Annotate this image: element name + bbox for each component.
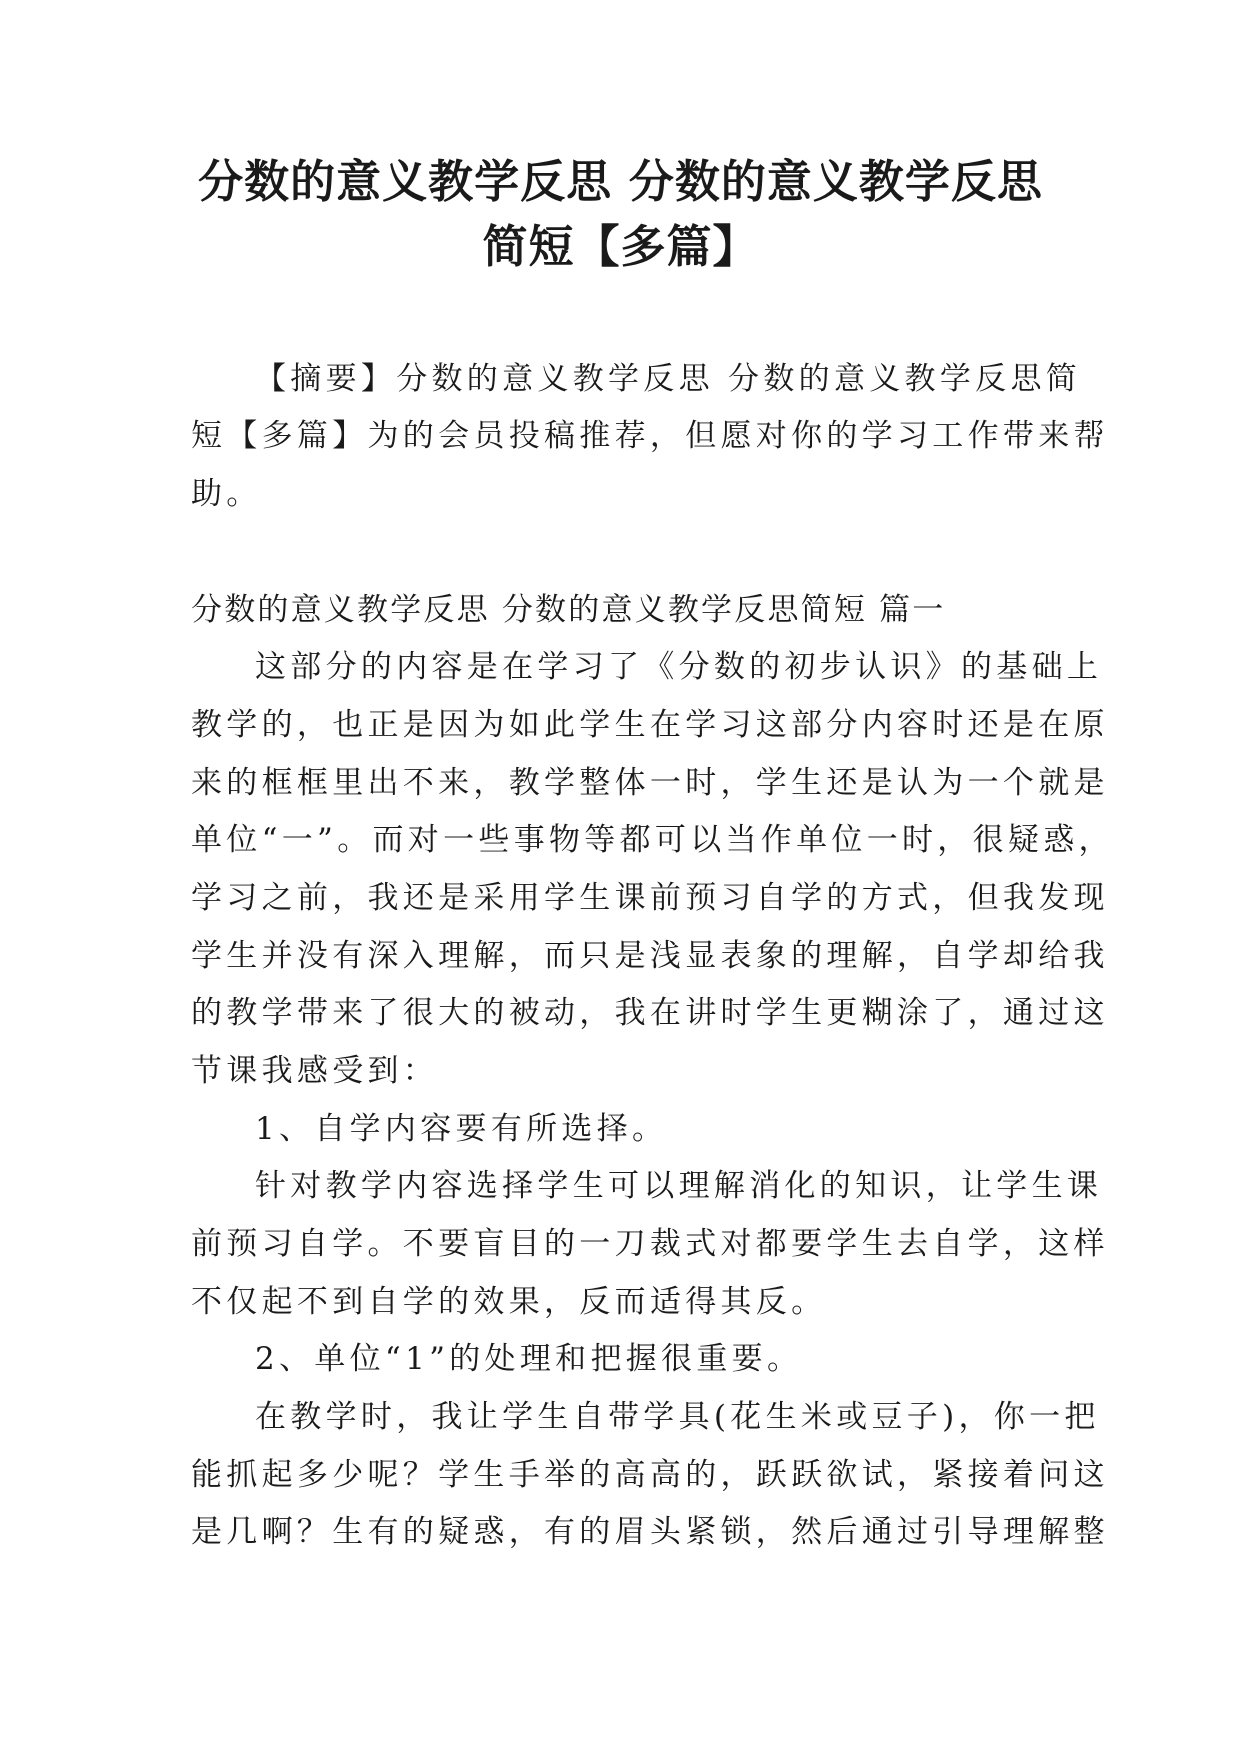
body-line-8: 节课我感受到： (191, 1053, 439, 1089)
document-title-line-1: 分数的意义教学反思 分数的意义教学反思 (198, 155, 1043, 208)
body-line-5: 学习之前，我还是采用学生课前预习自学的方式，但我发现 (191, 880, 1109, 916)
abstract-line-2: 短【多篇】为的会员投稿推荐，但愿对你的学习工作带来帮 (191, 418, 1109, 454)
body-line-10: 针对教学内容选择学生可以理解消化的知识，让学生课 (255, 1168, 1103, 1204)
body-line-11: 前预习自学。不要盲目的一刀裁式对都要学生去自学，这样 (191, 1226, 1109, 1262)
section-heading: 分数的意义教学反思 分数的意义教学反思简短 篇一 (191, 592, 946, 628)
body-line-4: 单位“一”。而对一些事物等都可以当作单位一时，很疑惑， (191, 822, 1114, 858)
body-line-15: 能抓起多少呢？学生手举的高高的，跃跃欲试，紧接着问这 (191, 1457, 1109, 1493)
document-title-line-2: 简短【多篇】 (482, 220, 759, 273)
body-line-16: 是几啊？生有的疑惑，有的眉头紧锁，然后通过引导理解整 (191, 1514, 1109, 1550)
body-line-2: 教学的，也正是因为如此学生在学习这部分内容时还是在原 (191, 707, 1109, 743)
body-line-6: 学生并没有深入理解，而只是浅显表象的理解，自学却给我 (191, 938, 1109, 974)
body-line-3: 来的框框里出不来，教学整体一时，学生还是认为一个就是 (191, 765, 1109, 801)
abstract-line-3: 助。 (191, 476, 262, 512)
abstract-line-1: 【摘要】分数的意义教学反思 分数的意义教学反思简 (255, 361, 1082, 397)
body-line-7: 的教学带来了很大的被动，我在讲时学生更糊涂了，通过这 (191, 995, 1109, 1031)
body-line-14: 在教学时，我让学生自带学具(花生米或豆子)，你一把 (255, 1399, 1100, 1435)
body-line-1: 这部分的内容是在学习了《分数的初步认识》的基础上 (255, 649, 1103, 685)
body-line-9: 1、自学内容要有所选择。 (255, 1111, 668, 1147)
body-line-12: 不仅起不到自学的效果，反而适得其反。 (191, 1284, 827, 1320)
body-line-13: 2、单位“1”的处理和把握很重要。 (255, 1341, 803, 1377)
